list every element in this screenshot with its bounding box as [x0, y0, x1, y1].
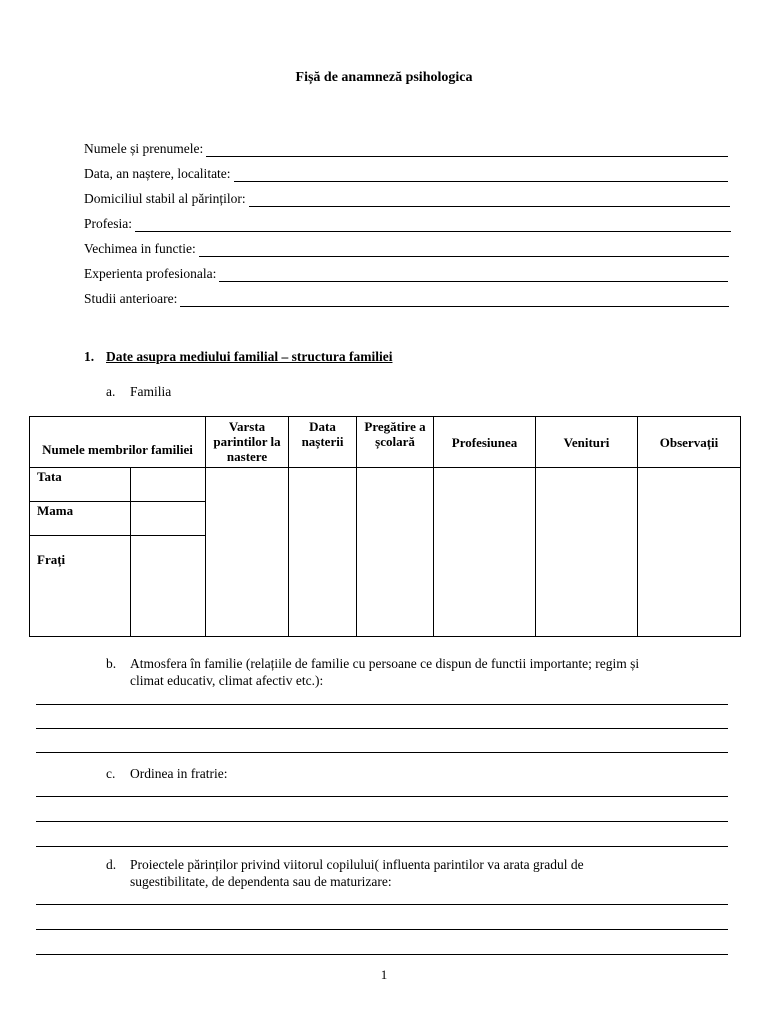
field-seniority[interactable]: [84, 239, 729, 257]
field-birth-data[interactable]: [84, 164, 728, 182]
table-cell[interactable]: [434, 468, 536, 637]
family-table: [29, 416, 741, 637]
subsection-label: Familia: [130, 384, 172, 399]
row-label-mother: Mama: [30, 502, 131, 536]
table-cell[interactable]: [131, 468, 206, 502]
answer-line[interactable]: [36, 752, 728, 753]
table-cell[interactable]: [131, 502, 206, 536]
header-profession: Profesiunea: [434, 417, 536, 468]
field-label: Vechimea in functie:: [84, 241, 196, 256]
field-label: Numele și prenumele:: [84, 141, 204, 156]
field-label: Data, an naștere, localitate:: [84, 166, 231, 181]
fill-line[interactable]: [206, 143, 728, 157]
answer-line[interactable]: [36, 704, 728, 705]
answer-line[interactable]: [36, 846, 728, 847]
fill-line[interactable]: [234, 168, 728, 182]
subsection-letter: b.: [106, 656, 117, 671]
fill-line[interactable]: [249, 193, 730, 207]
fill-line[interactable]: [180, 293, 729, 307]
table-cell[interactable]: [131, 536, 206, 637]
fill-line[interactable]: [219, 268, 728, 282]
field-label: Studii anterioare:: [84, 291, 178, 306]
table-cell[interactable]: [536, 468, 638, 637]
subsection-text-line2: climat educativ, climat afectiv etc.):: [130, 673, 324, 688]
page-number: 1: [380, 967, 388, 982]
section-heading: [84, 349, 392, 365]
section-number: 1.: [84, 349, 95, 364]
row-label-father: Tata: [30, 468, 131, 502]
field-experience[interactable]: [84, 264, 728, 282]
header-age: Varsta parintilor la nastere: [206, 417, 289, 468]
field-label: Experienta profesionala:: [84, 266, 217, 281]
document-title: Fișă de anamneză psihologica: [295, 70, 473, 85]
answer-line[interactable]: [36, 728, 728, 729]
header-members: Numele membrilor familiei: [30, 417, 206, 468]
field-profession[interactable]: [84, 214, 731, 232]
fill-line[interactable]: [199, 243, 729, 257]
field-label: Profesia:: [84, 216, 132, 231]
table-cell[interactable]: [638, 468, 741, 637]
answer-line[interactable]: [36, 929, 728, 930]
answer-line[interactable]: [36, 796, 728, 797]
field-label: Domiciliul stabil al părinților:: [84, 191, 246, 206]
header-notes: Observații: [638, 417, 741, 468]
table-cell[interactable]: [357, 468, 434, 637]
subsection-text-line1: Proiectele părinților privind viitorul copilului( influenta parintilor va arata gradul de: [130, 857, 584, 872]
table-cell[interactable]: [206, 468, 289, 637]
field-previous-studies[interactable]: [84, 289, 729, 307]
subsection-text-line1: Atmosfera în familie (relațiile de familie cu persoane ce dispun de functii importante; regim și: [130, 656, 640, 671]
section-title: Date asupra mediului familial – structura familiei: [106, 349, 393, 364]
row-label-siblings: Frați: [30, 536, 131, 637]
table-cell[interactable]: [289, 468, 357, 637]
subsection-text-line2: sugestibilitate, de dependenta sau de maturizare:: [130, 874, 392, 889]
field-full-name[interactable]: [84, 139, 728, 157]
answer-line[interactable]: [36, 904, 728, 905]
answer-line[interactable]: [36, 821, 728, 822]
subsection-letter: a.: [106, 384, 116, 399]
subsection-label: Ordinea in fratrie:: [130, 766, 228, 781]
header-birth-date: Data nașterii: [289, 417, 357, 468]
answer-line[interactable]: [36, 954, 728, 955]
header-education: Pregătire a școlară: [357, 417, 434, 468]
subsection-letter: c.: [106, 766, 116, 781]
fill-line[interactable]: [135, 218, 731, 232]
field-parents-residence[interactable]: [84, 189, 730, 207]
header-income: Venituri: [536, 417, 638, 468]
subsection-letter: d.: [106, 857, 117, 872]
